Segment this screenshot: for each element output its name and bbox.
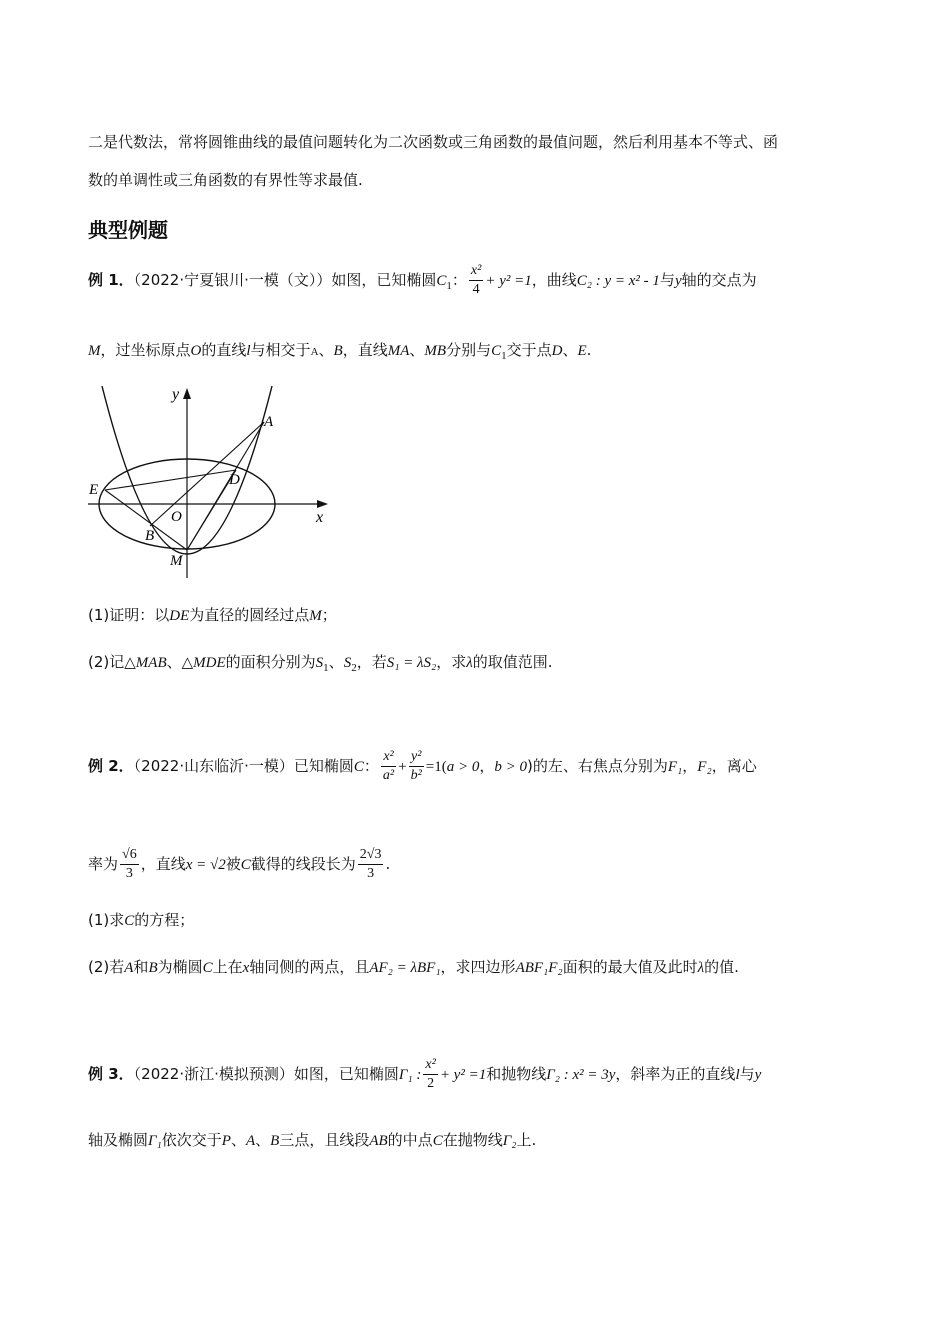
ex2-f1-den: a² xyxy=(382,768,395,783)
ex1-text: 交于点 xyxy=(506,341,552,359)
ex1-MB: MB xyxy=(424,343,447,359)
ex3-text: 的中点 xyxy=(387,1131,433,1149)
ex1-q2-lambda: λ xyxy=(466,655,473,671)
ex3-gamma1b: Γ₁ xyxy=(148,1133,162,1149)
ex2-q2-text: 和 xyxy=(133,958,149,976)
ex1-q2-S1: S xyxy=(315,655,324,671)
label-O: O xyxy=(171,509,182,525)
ex2-text: 被 xyxy=(225,855,241,873)
intro-line-1: 二是代数法，常将圆锥曲线的最值问题转化为二次函数或三角函数的最值问题，然后利用基本不等式、函 xyxy=(88,133,779,151)
ex1-line-1 xyxy=(88,262,757,299)
ex1-C1b-sub: 1 xyxy=(501,350,507,362)
ex2-line-1 xyxy=(88,748,757,785)
ex3-text: 与 xyxy=(739,1065,755,1083)
ex1-text: . xyxy=(586,341,592,359)
ex2-text: . xyxy=(385,855,391,873)
ex2-q2-text: ，求四边形 xyxy=(440,958,516,976)
ex1-q1-text: (1)证明：以 xyxy=(88,606,170,624)
ex2-q2-quad: ABF₁F₂ xyxy=(515,960,563,976)
ex1-q2-equation: S₁ = λS₂ xyxy=(386,655,437,671)
ex3-text: 三点，且线段 xyxy=(279,1131,370,1149)
ex1-q2-triangle-1: △MAB xyxy=(124,655,167,671)
ex2-e-num: √6 xyxy=(120,846,139,865)
ex2-text: ，直线 xyxy=(140,855,186,873)
ex3-line-2 xyxy=(88,1130,536,1151)
ex1-question-2 xyxy=(88,652,553,678)
ex1-E: E xyxy=(577,343,587,359)
label-E: E xyxy=(89,482,99,498)
ex1-A: A xyxy=(310,346,319,358)
ex3-P: P xyxy=(221,1133,231,1149)
label-A: A xyxy=(264,414,274,430)
ex3-text: 依次交于 xyxy=(161,1131,222,1149)
ex2-e-den: 3 xyxy=(125,866,133,881)
label-M: M xyxy=(170,553,183,569)
ex1-q2-text: 、 xyxy=(166,653,182,671)
ex1-l: l xyxy=(246,343,251,359)
ex2-q2-vector-eq: AF₂ = λBF₁ xyxy=(369,960,441,976)
section-heading: 典型例题 xyxy=(88,218,168,242)
ex1-q2-triangle-2: △MDE xyxy=(181,655,226,671)
ex1-figure xyxy=(88,382,338,582)
ex3-fraction xyxy=(423,1056,437,1093)
ex1-c1: C xyxy=(436,273,447,289)
ex2-x-eq: x = √2 xyxy=(185,857,226,873)
ex2-q2-text: 面积的最大值及此时 xyxy=(562,958,698,976)
ex1-text: ，过坐标原点 xyxy=(100,341,191,359)
ex2-len-num: 2√3 xyxy=(358,846,384,865)
ex3-f-den: 2 xyxy=(427,1076,435,1091)
ex1-text: 的直线 xyxy=(201,341,247,359)
ex2-F1: F₁ xyxy=(667,759,683,775)
ex2-fraction-2 xyxy=(409,748,424,785)
ex1-question-1 xyxy=(88,605,337,626)
ex2-q2-text: (2)若 xyxy=(88,958,125,976)
label-B: B xyxy=(145,528,155,544)
ex2-plus: + xyxy=(398,759,407,775)
x-axis-arrow-icon xyxy=(317,500,328,508)
ex2-C2: C xyxy=(240,857,251,873)
ex2-q2-text: 上在 xyxy=(212,958,243,976)
ex3-l: l xyxy=(735,1067,740,1083)
ex2-label: 例 2． xyxy=(88,757,134,775)
ex1-fraction xyxy=(469,262,483,299)
ex2-text: 截得的线段长为 xyxy=(250,855,356,873)
ex1-text: 与相交于 xyxy=(250,341,311,359)
ex2-eq1: =1( xyxy=(425,759,447,775)
ex1-line-2 xyxy=(88,340,591,366)
ex2-f1-num: x² xyxy=(381,748,396,767)
ex1-C1b: C xyxy=(491,343,502,359)
ex1-q2-text: 的取值范围. xyxy=(472,653,553,671)
ex2-q2-A: A xyxy=(124,960,134,976)
ex2-length-fraction xyxy=(358,846,384,883)
ex1-q2-text: (2)记 xyxy=(88,653,125,671)
ex3-text: 和抛物线 xyxy=(486,1065,547,1083)
ex1-B: B xyxy=(333,343,343,359)
ex1-text-and: 与 xyxy=(659,271,675,289)
ex2-a-gt0: a > 0 xyxy=(446,759,480,775)
label-D: D xyxy=(229,472,240,488)
label-y: y xyxy=(172,386,180,403)
ex1-q2-text: ，若 xyxy=(356,653,387,671)
ex3-AB: AB xyxy=(369,1133,388,1149)
ex3-f-num: x² xyxy=(423,1056,437,1075)
ex2-q1-text: (1)求 xyxy=(88,911,125,929)
ex1-text: 、 xyxy=(318,341,334,359)
ex2-q2-x: x xyxy=(242,960,250,976)
ex3-B: B xyxy=(270,1133,280,1149)
ex1-q2-S2: S xyxy=(343,655,352,671)
ex1-text: 、 xyxy=(409,341,425,359)
ex1-q1-M: M xyxy=(309,608,322,624)
ex1-y: y xyxy=(674,273,682,289)
y-axis-arrow-icon xyxy=(183,388,191,399)
ex1-c2-eq: C₂ : y = x² - 1 xyxy=(576,273,660,289)
ex2-question-2 xyxy=(88,957,739,978)
ex1-q2-S1-sub: 1 xyxy=(323,662,329,674)
ex1-label: 例 1． xyxy=(88,271,134,289)
ex1-O: O xyxy=(190,343,202,359)
ex1-M: M xyxy=(88,343,101,359)
ex1-colon: ： xyxy=(451,271,467,289)
ex1-text-axis: 轴的交点为 xyxy=(681,271,757,289)
intro-line-2: 数的单调性或三角函数的有界性等求最值. xyxy=(88,171,363,189)
ex3-gamma2-eq: Γ₂ : x² = 3y xyxy=(546,1067,616,1083)
ex2-q2-text: 的值. xyxy=(704,958,739,976)
ex3-y: y xyxy=(754,1067,762,1083)
ex2-text: 率为 xyxy=(88,855,119,873)
ex3-text: 在抛物线 xyxy=(442,1131,503,1149)
ex3-text: 、 xyxy=(230,1131,246,1149)
ex3-source: （2022·浙江·模拟预测）如图，已知椭圆 xyxy=(133,1065,399,1083)
ex1-q1-text: 为直径的圆经过点 xyxy=(189,606,310,624)
ex2-f2-num: y² xyxy=(409,748,424,767)
ex2-fraction-1 xyxy=(381,748,396,785)
ex2-text: ： xyxy=(363,757,379,775)
ex3-gamma2b: Γ₂ xyxy=(502,1133,517,1149)
ex2-q2-lambda: λ xyxy=(697,960,705,976)
ex1-text: ，直线 xyxy=(342,341,388,359)
ex1-text-curve: ，曲线 xyxy=(531,271,577,289)
ex3-label: 例 3． xyxy=(88,1065,134,1083)
ex3-text: 轴及椭圆 xyxy=(88,1131,149,1149)
ex1-c1-sub: 1 xyxy=(446,280,452,292)
ex2-q2-text: 为椭圆 xyxy=(157,958,203,976)
ex2-q1-C: C xyxy=(124,913,135,929)
ex1-q2-text: 、 xyxy=(328,653,344,671)
ex1-MA: MA xyxy=(387,343,410,359)
ex1-frac-den: 4 xyxy=(472,282,480,297)
ex2-source: （2022·山东临沂·一模）已知椭圆 xyxy=(133,757,354,775)
ex3-gamma1: Γ₁ : xyxy=(398,1067,422,1083)
ex2-C: C xyxy=(353,759,364,775)
ex2-q1-text: 的方程； xyxy=(134,911,195,929)
ex2-q2-B: B xyxy=(148,960,158,976)
ex1-q2-S2-sub: 2 xyxy=(351,662,357,674)
ex2-b-gt0: b > 0 xyxy=(494,759,528,775)
ex2-len-den: 3 xyxy=(367,866,375,881)
ex1-q1-text: ； xyxy=(321,606,337,624)
ex2-text: )的左、右焦点分别为 xyxy=(527,757,668,775)
ex3-A: A xyxy=(245,1133,256,1149)
ex1-y2: + y² =1 xyxy=(485,273,532,289)
ex2-q2-C: C xyxy=(202,960,213,976)
ex2-F2: F₂ xyxy=(697,759,712,775)
ex3-text: 、 xyxy=(255,1131,271,1149)
ex2-line-2 xyxy=(88,846,390,883)
ex1-text: 、 xyxy=(562,341,578,359)
ex3-y2: + y² =1 xyxy=(439,1067,487,1083)
ex2-q2-text: 轴同侧的两点，且 xyxy=(249,958,370,976)
ex2-f2-den: b² xyxy=(410,768,422,783)
ex1-q1-DE: DE xyxy=(169,608,190,624)
ex1-text: 分别与 xyxy=(446,341,492,359)
ex3-line-1 xyxy=(88,1056,761,1093)
ex3-text: 上. xyxy=(516,1131,537,1149)
ex2-text: ， xyxy=(479,757,495,775)
ex3-C: C xyxy=(432,1133,443,1149)
ex2-text: ，离心 xyxy=(711,757,757,775)
label-x: x xyxy=(316,509,324,526)
ex2-text: ， xyxy=(682,757,698,775)
ex1-D: D xyxy=(551,343,563,359)
ex3-text: ，斜率为正的直线 xyxy=(615,1065,736,1083)
ex1-source: （2022·宁夏银川·一模（文））如图，已知椭圆 xyxy=(133,271,437,289)
ex1-q2-text: ，求 xyxy=(436,653,467,671)
ex2-ecc-fraction xyxy=(120,846,139,883)
ex1-q2-text: 的面积分别为 xyxy=(225,653,316,671)
ex1-frac-num: x² xyxy=(469,262,483,281)
ex2-question-1 xyxy=(88,910,194,931)
